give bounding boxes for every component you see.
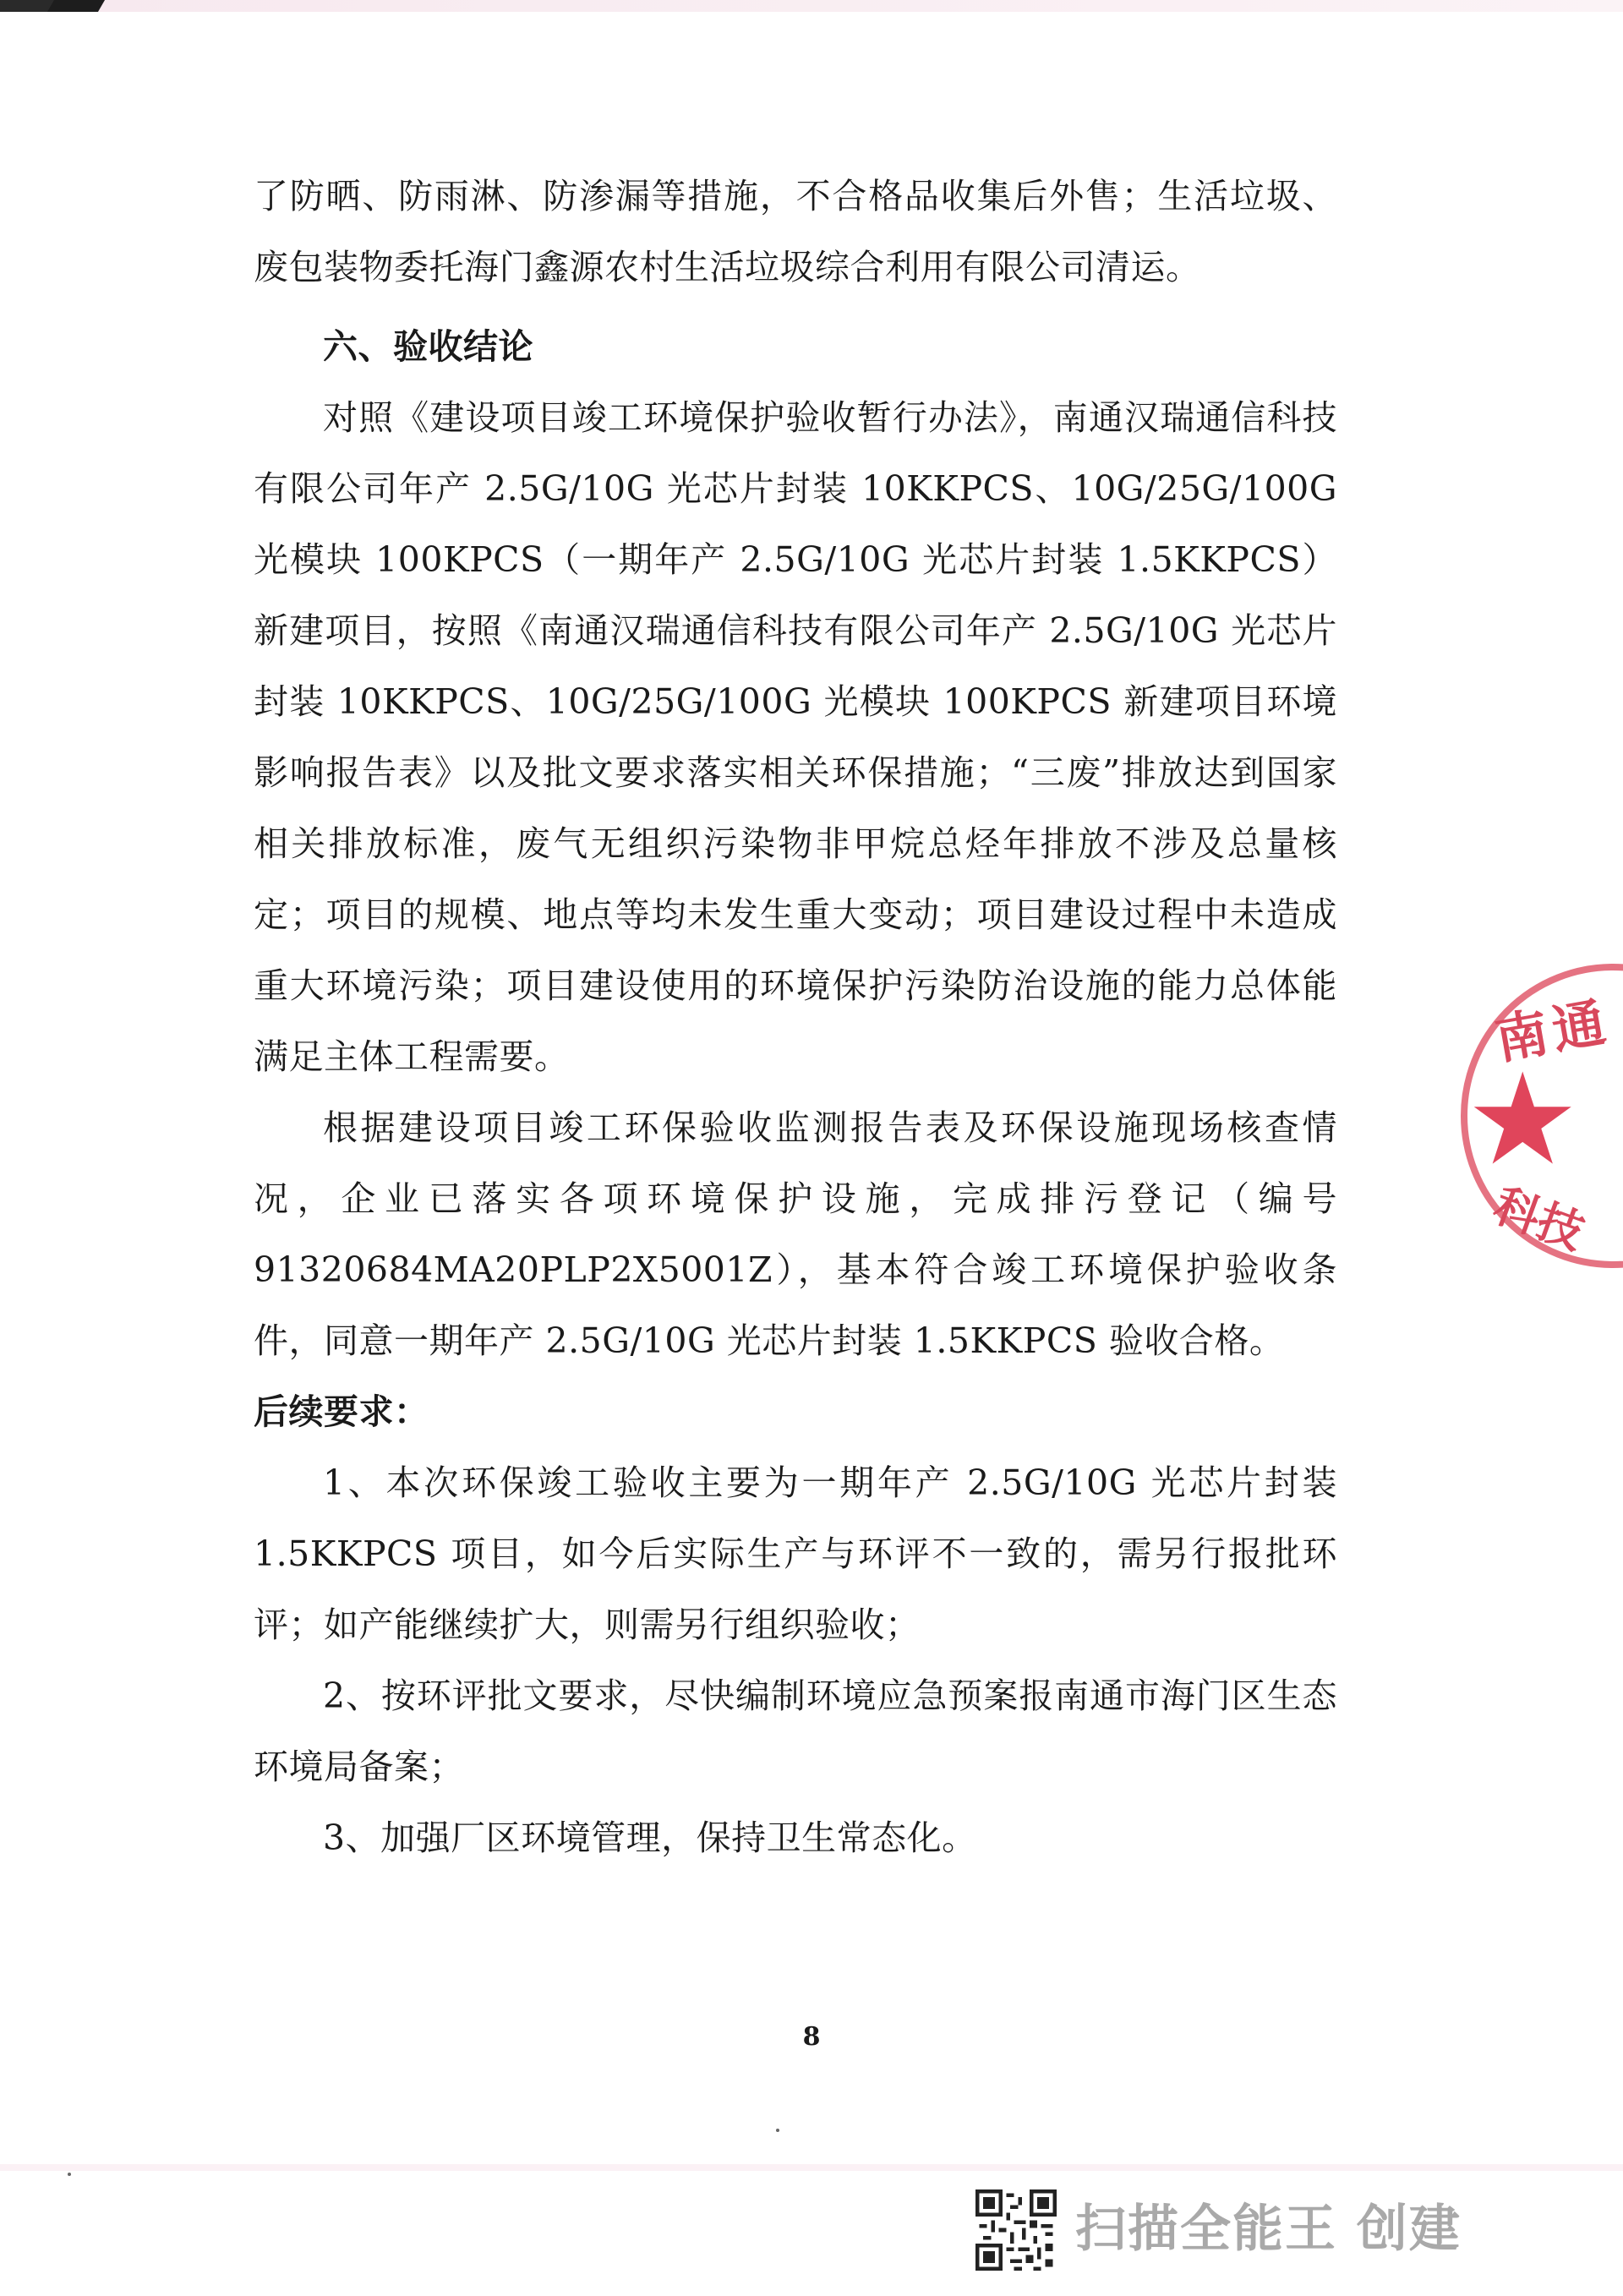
- page-number: 8: [802, 2022, 821, 2052]
- paragraph-waste-handling: 了防晒、防雨淋、防渗漏等措施，不合格品收集后外售；生活垃圾、废包装物委托海门鑫源农村生活垃圾综合利用有限公司清运。: [254, 176, 1337, 287]
- company-seal: [1454, 955, 1623, 1276]
- heading-follow-up-requirements: 后续要求：: [254, 1391, 429, 1432]
- paragraph-acceptance-basis: 对照《建设项目竣工环境保护验收暂行办法》，南通汉瑞通信科技有限公司年产 2.5G/10G 光芯片封装 10KKPCS、10G/25G/100G 光模块 100KPCS（一期年产 2.5G/10G 光芯片封装 1.5KKPCS）新建项目，按照《南通汉瑞通信科技有限公司年产 2.5G/10G 光芯片封装 10KKPCS、10G/25G/100G 光模块 100KPCS 新建项目环境影响报告表》以及批文要求落实相关环保措施；“三废”排放达到国家相关排放标准，废气无组织污染物非甲烷总烃年排放不涉及总量核定；项目的规模、地点等均未发生重大变动；项目建设过程中未造成重大环境污染；项目建设使用的环境保护污染防治设施的能力总体能满足主体工程需要。: [254, 397, 1337, 1077]
- requirement-item-3: 3、加强厂区环境管理，保持卫生常态化。: [323, 1818, 977, 1858]
- seal-text-bottom: 科技: [1487, 1178, 1592, 1260]
- requirement-item-1: 1、本次环保竣工验收主要为一期年产 2.5G/10G 光芯片封装 1.5KKPCS 项目，如今后实际生产与环评不一致的，需另行报批环评；如产能继续扩大，则需另行组织验收；: [254, 1462, 1337, 1645]
- scan-bottom-band: [0, 2164, 1623, 2171]
- scan-top-edge: [0, 0, 1623, 12]
- document-body: [254, 161, 1337, 1873]
- scan-speck: [776, 2129, 779, 2132]
- requirement-item-2: 2、按环评批文要求，尽快编制环境应急预案报南通市海门区生态环境局备案；: [254, 1676, 1337, 1787]
- qr-code-icon: [975, 2189, 1057, 2271]
- seal-star-icon: ★: [1466, 1047, 1580, 1194]
- scan-corner-mark: [47, 0, 105, 12]
- section-heading-acceptance-conclusion: 六、验收结论: [323, 326, 533, 367]
- scan-speck: [68, 2173, 71, 2176]
- seal-text-top: 南通: [1490, 990, 1615, 1072]
- paragraph-acceptance-result: 根据建设项目竣工环保验收监测报告表及环保设施现场核查情况，企业已落实各项环境保护设施，完成排污登记（编号91320684MA20PLP2X5001Z），基本符合竣工环境保护验收条件，同意一期年产 2.5G/10G 光芯片封装 1.5KKPCS 验收合格。: [254, 1107, 1337, 1361]
- scanner-watermark: 扫描全能王 创建: [1075, 2200, 1462, 2259]
